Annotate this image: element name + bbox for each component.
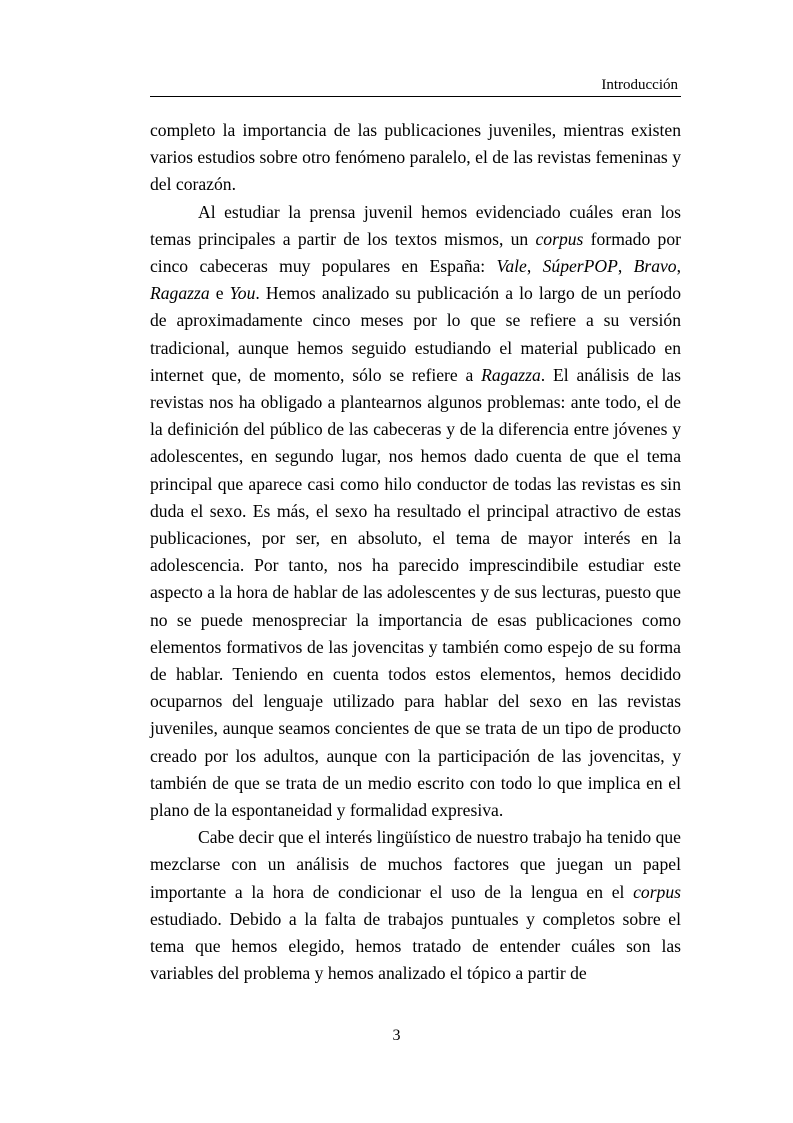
header-title: Introducción (601, 77, 678, 93)
italic-run: You (229, 283, 256, 304)
text-run: e (209, 283, 230, 304)
body-text (150, 117, 681, 988)
text-run: estudiado. Debido a la falta de trabajos puntuales y completos sobre el tema que hemos elegido, hemos tratado de entender cuáles son las variables del problema y hemos analizado el tópico a partir de (150, 908, 681, 984)
text-run: , (526, 256, 543, 277)
paragraph-2 (150, 199, 681, 825)
text-run: completo la importancia de las publicaciones juveniles, mientras existen varios estudios sobre otro fenómeno paralelo, el de las revistas femeninas y del corazón. (150, 120, 681, 195)
italic-run: Vale (496, 256, 527, 277)
paragraph-1 (150, 117, 681, 199)
text-run: , (617, 256, 634, 277)
italic-run: SúperPOP (542, 256, 618, 277)
text-run: Cabe decir que el interés lingüístico de nuestro trabajo ha tenido que mezclarse con un análisis de muchos factores que juegan un papel importante a la hora de condicionar el uso de la lengua en el (150, 827, 681, 902)
italic-run: corpus (633, 881, 681, 902)
page-number: 3 (392, 1027, 401, 1044)
text-run: . Hemos analizado su publicación a lo largo de un período de aproximadamente cinco meses por lo que se refiere a su versión tradicional, aunque hemos seguido estudiando el material publicado en internet que, de momento, sólo se refiere a (150, 283, 681, 385)
running-header (150, 0, 681, 97)
italic-run: Bravo (633, 256, 677, 277)
text-run: Al estudiar la prensa juvenil hemos evidenciado cuáles eran los temas principales a partir de los textos mismos, un (150, 201, 681, 249)
paragraph-3 (150, 824, 681, 987)
italic-run: Ragazza (481, 364, 541, 385)
text-run: . El análisis de las revistas nos ha obligado a plantearnos algunos problemas: ante todo, el de la definición del público de las cabeceras y de la diferencia entre jóvenes y adolescentes, en segundo lugar, nos hemos dado cuenta de que el tema principal que aparece casi como hilo conductor de todas las revistas es sin duda el sexo. Es más, el sexo ha resultado el principal atractivo de estas publicaciones, por ser, en absoluto, el tema de mayor interés en la adolescencia. Por tanto, nos ha parecido imprescindibile estudiar este aspecto a la hora de hablar de las adolescentes y de sus lecturas, puesto que no se puede menospreciar la importancia de esas publicaciones como elementos formativos de las jovencitas y también como espejo de su forma de hablar. Teniendo en cuenta todos estos elementos, hemos decidido ocuparnos del lenguaje utilizado para hablar del sexo en las revistas juveniles, aunque seamos concientes de que se trata de un tipo de producto creado por los adultos, aunque con la participación de las jovencitas, y también de que se trata de un medio escrito con todo lo que implica en el plano de la espontaneidad y formalidad expresiva. (150, 364, 681, 821)
italic-run: Ragazza (150, 283, 210, 304)
text-run: , (676, 256, 681, 277)
italic-run: corpus (535, 228, 584, 249)
text-run: formado por cinco cabeceras muy populares en España: (150, 228, 682, 277)
